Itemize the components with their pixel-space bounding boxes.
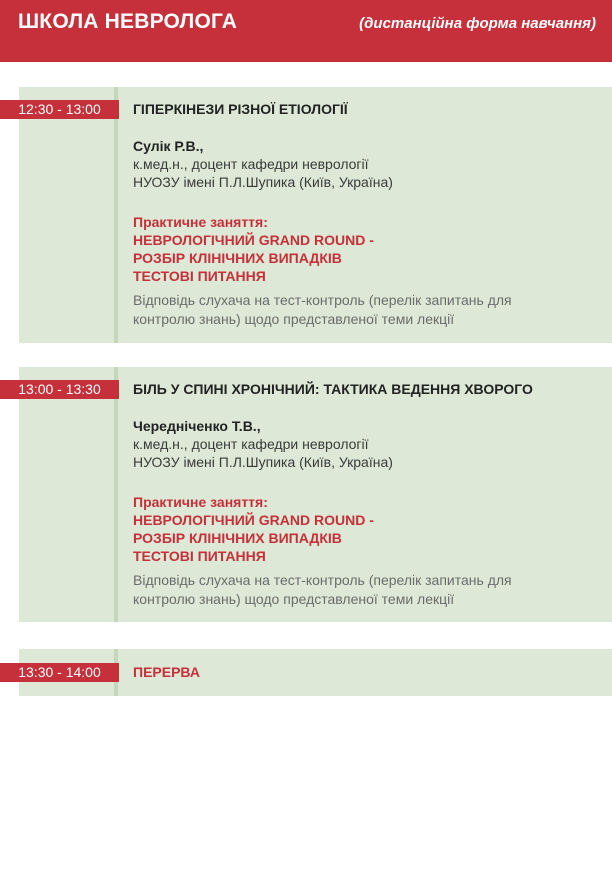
note-line: контролю знань) щодо представленої теми лекції [133,591,455,607]
page-header [0,0,612,62]
practical-label: Практичне заняття: [133,494,268,510]
session-divider [114,87,118,343]
session-note [133,571,573,609]
practical-title-line: РОЗБІР КЛІНІЧНИХ ВИПАДКІВ [133,530,342,546]
session-topic: БІЛЬ У СПИНІ ХРОНІЧНИЙ: ТАКТИКА ВЕДЕННЯ ХВОРОГО [133,381,533,397]
session-note [133,291,573,329]
note-line: Відповідь слухача на тест-контроль (перелік запитань для [133,572,512,588]
practical-label: Практичне заняття: [133,214,268,230]
page-title: ШКОЛА НЕВРОЛОГА [18,10,238,33]
practical-title-line: НЕВРОЛОГІЧНИЙ GRAND ROUND - [133,232,374,248]
session-divider [114,367,118,622]
note-line: контролю знань) щодо представленої теми лекції [133,311,455,327]
session-time: 13:00 - 13:30 [0,380,119,399]
practical-title-line: ТЕСТОВІ ПИТАННЯ [133,268,266,284]
session-time: 12:30 - 13:00 [0,100,119,119]
page-subtitle: (дистанційна форма навчання) [359,15,596,32]
lecturer-info [133,417,393,471]
practical-session [133,493,374,565]
lecturer-info [133,137,393,191]
lecturer-name: Чередніченко Т.В., [133,418,261,434]
break-title: ПЕРЕРВА [133,664,200,680]
lecturer-position: к.мед.н., доцент кафедри неврології [133,436,369,452]
practical-title-line: ТЕСТОВІ ПИТАННЯ [133,548,266,564]
lecturer-name: Сулік Р.В., [133,138,204,154]
lecturer-position: к.мед.н., доцент кафедри неврології [133,156,369,172]
practical-title-line: НЕВРОЛОГІЧНИЙ GRAND ROUND - [133,512,374,528]
practical-session [133,213,374,285]
note-line: Відповідь слухача на тест-контроль (перелік запитань для [133,292,512,308]
session-time: 13:30 - 14:00 [0,663,119,682]
session-topic: ГІПЕРКІНЕЗИ РІЗНОЇ ЕТІОЛОГІЇ [133,101,348,117]
lecturer-organization: НУОЗУ імені П.Л.Шупика (Київ, Україна) [133,174,393,190]
practical-title-line: РОЗБІР КЛІНІЧНИХ ВИПАДКІВ [133,250,342,266]
lecturer-organization: НУОЗУ імені П.Л.Шупика (Київ, Україна) [133,454,393,470]
